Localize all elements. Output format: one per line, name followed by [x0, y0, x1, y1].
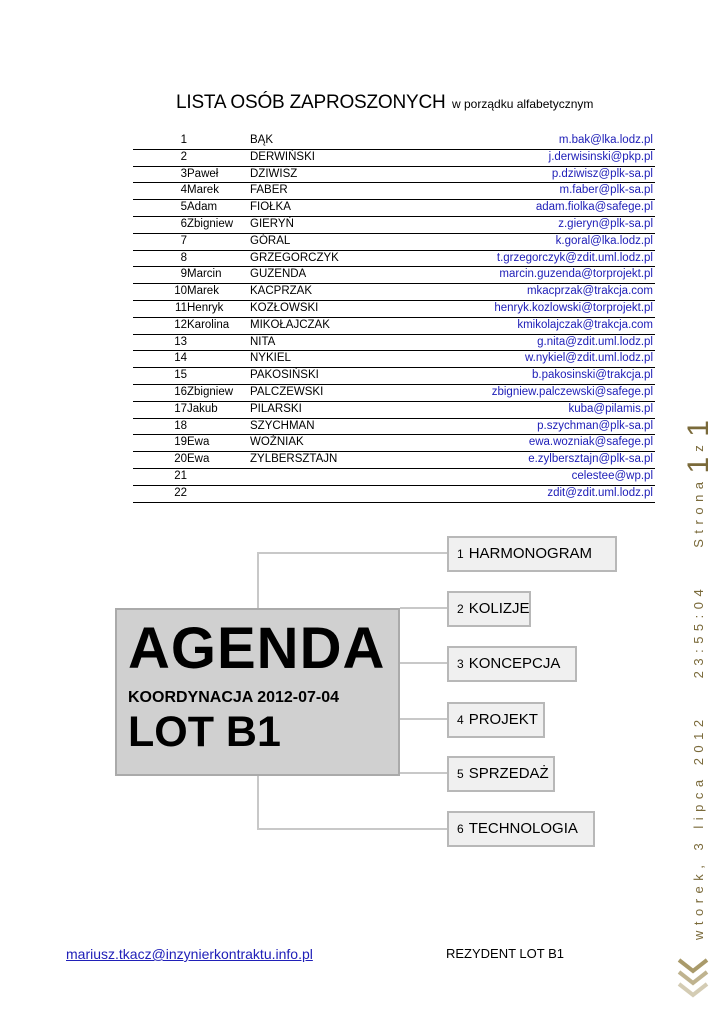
footer-email-link[interactable]: mariusz.tkacz@inzynierkontraktu.info.pl [66, 946, 313, 962]
agenda-item-label: PROJEKT [468, 711, 538, 728]
table-row [133, 284, 655, 301]
table-row [133, 335, 655, 352]
agenda-item-4 [447, 702, 545, 738]
row-first-name: Adam [187, 201, 218, 214]
row-email[interactable]: zdit@zdit.uml.lodz.pl [547, 486, 653, 499]
agenda-item-number: 6 [457, 822, 464, 836]
row-surname: DERWIŃSKI [250, 150, 315, 163]
row-email[interactable]: zbigniew.palczewski@safege.pl [491, 385, 653, 398]
row-email[interactable]: p.dziwisz@plk-sa.pl [551, 167, 653, 180]
row-email[interactable]: celestee@wp.pl [571, 469, 653, 482]
row-number: 7 [180, 234, 187, 247]
row-surname: WOŹNIAK [250, 436, 304, 449]
agenda-item-3 [447, 646, 577, 682]
agenda-item-2 [447, 591, 531, 627]
row-email[interactable]: kmikolajczak@trakcja.com [517, 318, 653, 331]
table-row [133, 251, 655, 268]
row-surname: BĄK [250, 134, 274, 146]
agenda-item-label: HARMONOGRAM [468, 545, 593, 562]
row-surname: FIOŁKA [250, 201, 291, 214]
row-first-name: Marek [187, 285, 219, 298]
side-page-total: 1 [682, 418, 715, 437]
row-number: 10 [174, 285, 187, 298]
row-email[interactable]: m.faber@plk-sa.pl [559, 184, 653, 197]
table-row [133, 133, 655, 150]
page-title [176, 92, 593, 114]
row-number: 3 [180, 167, 187, 180]
table-row [133, 318, 655, 335]
table-row [133, 486, 655, 503]
agenda-item-label: SPRZEDAŻ [468, 765, 549, 782]
row-number: 15 [174, 369, 187, 382]
row-number: 9 [180, 268, 187, 281]
row-surname: SZYCHMAN [250, 419, 315, 432]
table-row [133, 267, 655, 284]
row-first-name: Marek [187, 184, 219, 197]
table-row [133, 150, 655, 167]
agenda-lot: LOT B1 [128, 708, 281, 756]
row-email[interactable]: m.bak@lka.lodz.pl [558, 134, 653, 146]
row-number: 19 [174, 436, 187, 449]
row-first-name: Ewa [187, 453, 210, 466]
title-subtitle: w porządku alfabetycznym [452, 97, 594, 111]
row-surname: GIERYŃ [250, 217, 294, 230]
agenda-subtitle: KOORDYNACJA 2012-07-04 [128, 689, 340, 706]
row-email[interactable]: adam.fiolka@safege.pl [535, 201, 653, 214]
row-surname: FABER [250, 184, 288, 197]
table-row [133, 167, 655, 184]
row-first-name: Zbigniew [187, 217, 234, 230]
agenda-item-number: 3 [457, 657, 464, 671]
row-surname: DZIWISZ [250, 167, 298, 180]
table-row [133, 469, 655, 486]
row-number: 18 [174, 419, 187, 432]
row-number: 17 [174, 402, 187, 415]
agenda-item-label: KONCEPCJA [468, 655, 561, 672]
row-number: 4 [180, 184, 187, 197]
row-surname: NITA [250, 335, 276, 348]
row-surname: GUZENDA [250, 268, 307, 281]
table-row [133, 217, 655, 234]
table-row [133, 368, 655, 385]
row-surname: NYKIEL [250, 352, 291, 365]
row-email[interactable]: ewa.wozniak@safege.pl [528, 436, 653, 449]
row-first-name: Ewa [187, 436, 210, 449]
row-email[interactable]: w.nykiel@zdit.uml.lodz.pl [525, 352, 653, 365]
row-surname: PAKOSIŃSKI [250, 369, 319, 382]
agenda-title: AGENDA [128, 616, 386, 681]
agenda-item-1 [447, 536, 617, 572]
row-number: 5 [180, 201, 187, 214]
row-email[interactable]: e.zylbersztajn@plk-sa.pl [528, 453, 653, 466]
table-row [133, 301, 655, 318]
agenda-box [115, 608, 400, 776]
table-row [133, 183, 655, 200]
row-surname: PALCZEWSKI [250, 385, 324, 398]
row-number: 20 [174, 453, 187, 466]
row-first-name: Zbigniew [187, 385, 234, 398]
row-number: 12 [174, 318, 187, 331]
row-surname: KACPRZAK [250, 285, 312, 298]
row-first-name: Karolina [187, 318, 230, 331]
row-email[interactable]: henryk.kozlowski@torprojekt.pl [494, 301, 653, 314]
table-row [133, 351, 655, 368]
row-number: 6 [180, 217, 187, 230]
row-email[interactable]: marcin.guzenda@torprojekt.pl [499, 268, 653, 281]
row-email[interactable]: j.derwisinski@pkp.pl [548, 150, 653, 163]
row-number: 13 [174, 335, 187, 348]
row-email[interactable]: p.szychman@plk-sa.pl [537, 419, 653, 432]
row-surname: ZYLBERSZTAJN [250, 453, 338, 466]
row-email[interactable]: b.pakosinski@trakcja.pl [532, 369, 653, 382]
row-email[interactable]: mkacprzak@trakcja.com [526, 285, 653, 298]
table-row [133, 419, 655, 436]
row-first-name: Henryk [187, 301, 224, 314]
row-surname: GRZEGORCZYK [250, 251, 339, 264]
agenda-item-number: 1 [457, 547, 464, 561]
row-surname: PILARSKI [250, 402, 302, 415]
row-surname: MIKOŁAJCZAK [250, 318, 330, 331]
table-row [133, 385, 655, 402]
agenda-item-number: 4 [457, 713, 464, 727]
row-number: 16 [174, 385, 187, 398]
row-number: 22 [174, 486, 187, 499]
table-row [133, 435, 655, 452]
row-number: 11 [175, 301, 187, 314]
table-row [133, 402, 655, 419]
agenda-item-label: TECHNOLOGIA [468, 820, 578, 837]
row-email[interactable]: z.gieryn@plk-sa.pl [558, 217, 653, 230]
invitee-table [133, 133, 655, 503]
side-date-page [682, 415, 716, 940]
table-row [133, 234, 655, 251]
row-email[interactable]: k.goral@lka.lodz.pl [555, 234, 653, 247]
agenda-item-5 [447, 756, 555, 792]
title-main: LISTA OSÓB ZAPROSZONYCH [176, 92, 446, 113]
row-email[interactable]: t.grzegorczyk@zdit.uml.lodz.pl [496, 251, 653, 264]
row-number: 21 [174, 469, 187, 482]
footer-label: REZYDENT LOT B1 [446, 946, 564, 961]
row-first-name: Marcin [187, 268, 222, 281]
chevron-down-icon [676, 957, 710, 1001]
row-number: 2 [180, 150, 187, 163]
agenda-item-6 [447, 811, 595, 847]
side-page-number: 1 [682, 454, 715, 474]
table-row [133, 452, 655, 469]
row-surname: GÓRAL [250, 234, 291, 247]
row-email[interactable]: kuba@pilamis.pl [568, 402, 653, 415]
agenda-item-number: 2 [457, 602, 464, 616]
row-number: 1 [180, 134, 187, 146]
row-email[interactable]: g.nita@zdit.uml.lodz.pl [537, 335, 653, 348]
agenda-item-label: KOLIZJE [468, 600, 530, 617]
row-number: 8 [180, 251, 187, 264]
side-date: wtorek, 3 lipca 2012 [691, 714, 706, 940]
row-first-name: Jakub [187, 402, 218, 415]
row-number: 14 [174, 352, 187, 365]
row-first-name: Paweł [187, 167, 219, 180]
agenda-item-number: 5 [457, 767, 464, 781]
row-surname: KOZŁOWSKI [250, 301, 319, 314]
side-page-word: Strona [691, 476, 706, 548]
table-row [133, 200, 655, 217]
side-of-word: z [691, 439, 706, 452]
side-time: 23:55:04 [691, 583, 706, 679]
